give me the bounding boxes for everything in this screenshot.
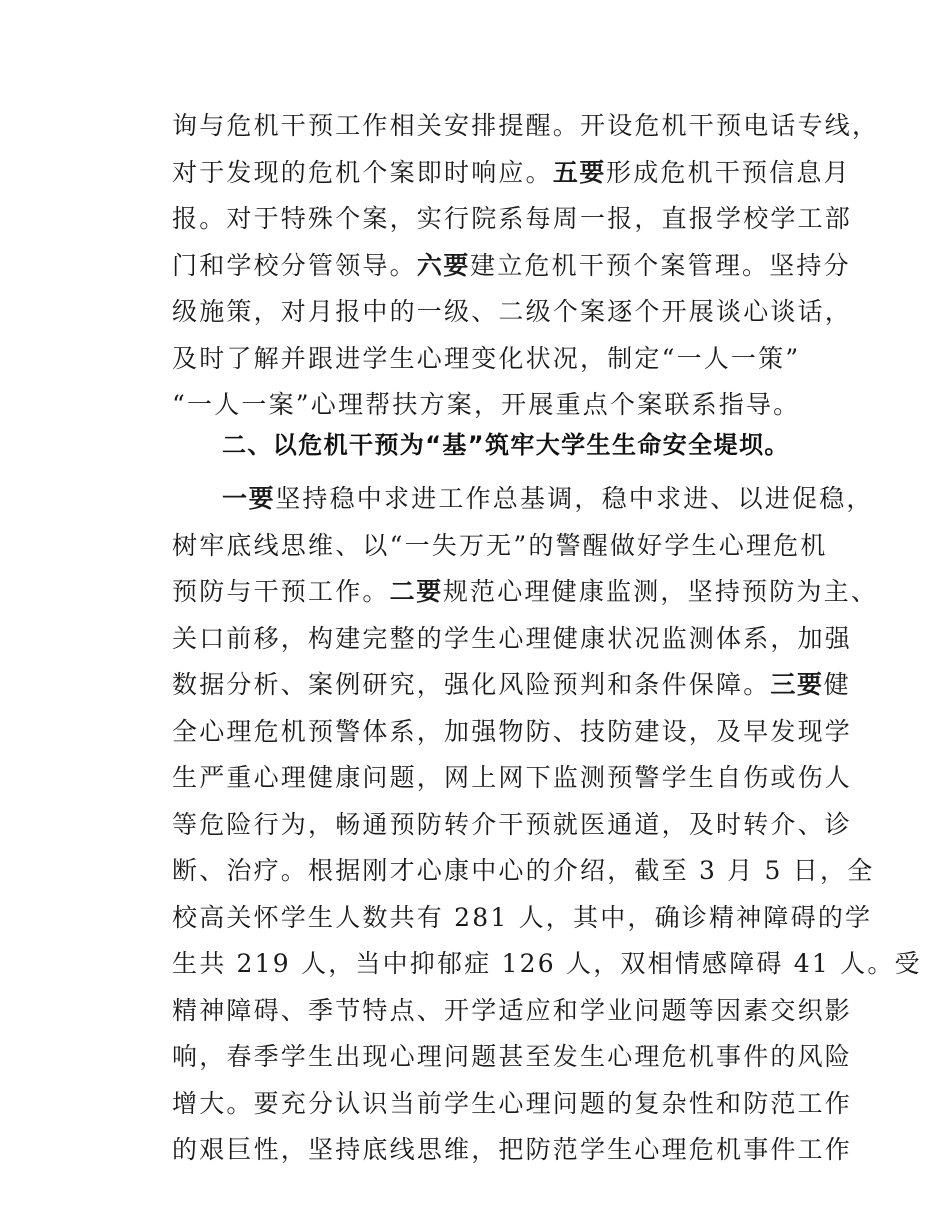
text-span: 形成危机干预信息月 [606, 157, 851, 187]
text-span: 规范心理健康监测，坚持预防为主、 [442, 577, 879, 606]
paragraph-crisis-intervention-arrangements [172, 103, 880, 429]
text-span: 询与危机干预工作相关安排提醒。开设危机干预电话专线， [172, 111, 880, 140]
text-span: 树牢底线思维、以“一失万无”的警醒做好学生心理危机 [172, 530, 828, 560]
text-span: 生严重心理健康问题，网上网下监测预警学生自伤或伤人 [172, 763, 853, 792]
text-line [172, 523, 828, 570]
text-span: 数据分析、案例研究，强化风险预判和条件保障。 [172, 670, 771, 699]
text-span: 的艰巨性，坚持底线思维，把防范学生心理危机事件工作 [172, 1135, 853, 1164]
text-line [172, 336, 801, 383]
text-span: 级施策，对月报中的一级、二级个案逐个开展谈心谈话， [172, 297, 853, 326]
text-span: 精神障碍、季节特点、开学适应和学业问题等因素交织影 [172, 995, 853, 1025]
text-line [172, 895, 873, 942]
text-span: 全心理危机预警体系，加强物防、技防建设，及早发现学 [172, 716, 853, 746]
text-span: 坚持稳中求进工作总基调，稳中求进、以进促稳， [275, 484, 874, 513]
text-span: 及时了解并跟进学生心理变化状况，制定“一人一策” [172, 343, 801, 373]
text-span: 校高关怀学生人数共有 281 人，其中，确诊精神障碍的学 [172, 902, 873, 932]
text-line [172, 616, 853, 663]
text-line [172, 289, 853, 336]
text-line [172, 569, 879, 616]
text-line [172, 662, 851, 709]
text-span: 关口前移，构建完整的学生心理健康状况监测体系，加强 [172, 623, 853, 653]
text-span: 门和学校分管领导。 [172, 250, 417, 280]
text-span: 对于发现的危机个案即时响应。 [172, 157, 553, 187]
emphasis-text: 一要 [222, 484, 276, 513]
text-line [172, 476, 874, 523]
text-line [172, 802, 853, 849]
text-span: 建立危机干预个案管理。坚持分 [470, 250, 851, 280]
text-line [172, 196, 853, 243]
text-line [172, 755, 853, 802]
text-line [172, 103, 880, 150]
text-span: 健 [823, 670, 851, 699]
text-line [172, 243, 851, 290]
emphasis-text: 五要 [552, 157, 607, 187]
text-span: 等危险行为，畅通预防转介干预就医通道，及时转介、诊 [172, 809, 853, 839]
text-span: 生共 219 人，当中抑郁症 126 人，双相情感障碍 41 人。受 [172, 949, 922, 978]
text-span: 断、治疗。根据刚才心康中心的介绍，截至 3 月 5 日，全 [172, 856, 875, 885]
text-span: 响，春季学生出现心理问题甚至发生心理危机事件的风险 [172, 1042, 853, 1071]
emphasis-text: 二要 [389, 577, 443, 606]
emphasis-text: 三要 [770, 670, 824, 699]
text-span: 报。对于特殊个案，实行院系每周一报，直报学校学工部 [172, 204, 853, 233]
paragraph-crisis-prevention-measures [172, 476, 922, 1174]
text-line [172, 1081, 853, 1128]
text-span: “一人一案”心理帮扶方案，开展重点个案联系指导。 [172, 390, 801, 419]
text-line [172, 150, 851, 197]
emphasis-text: 六要 [416, 250, 471, 280]
text-line [172, 848, 875, 895]
text-line [172, 941, 922, 988]
text-line [172, 1127, 853, 1174]
text-line [172, 1034, 853, 1081]
text-span: 增大。要充分认识当前学生心理问题的复杂性和防范工作 [172, 1088, 853, 1118]
section-heading: 二、以危机干预为“基”筑牢大学生生命安全堤坝。 [222, 431, 790, 459]
text-line [172, 988, 853, 1035]
text-span: 预防与干预工作。 [172, 577, 390, 606]
text-line [172, 709, 853, 756]
